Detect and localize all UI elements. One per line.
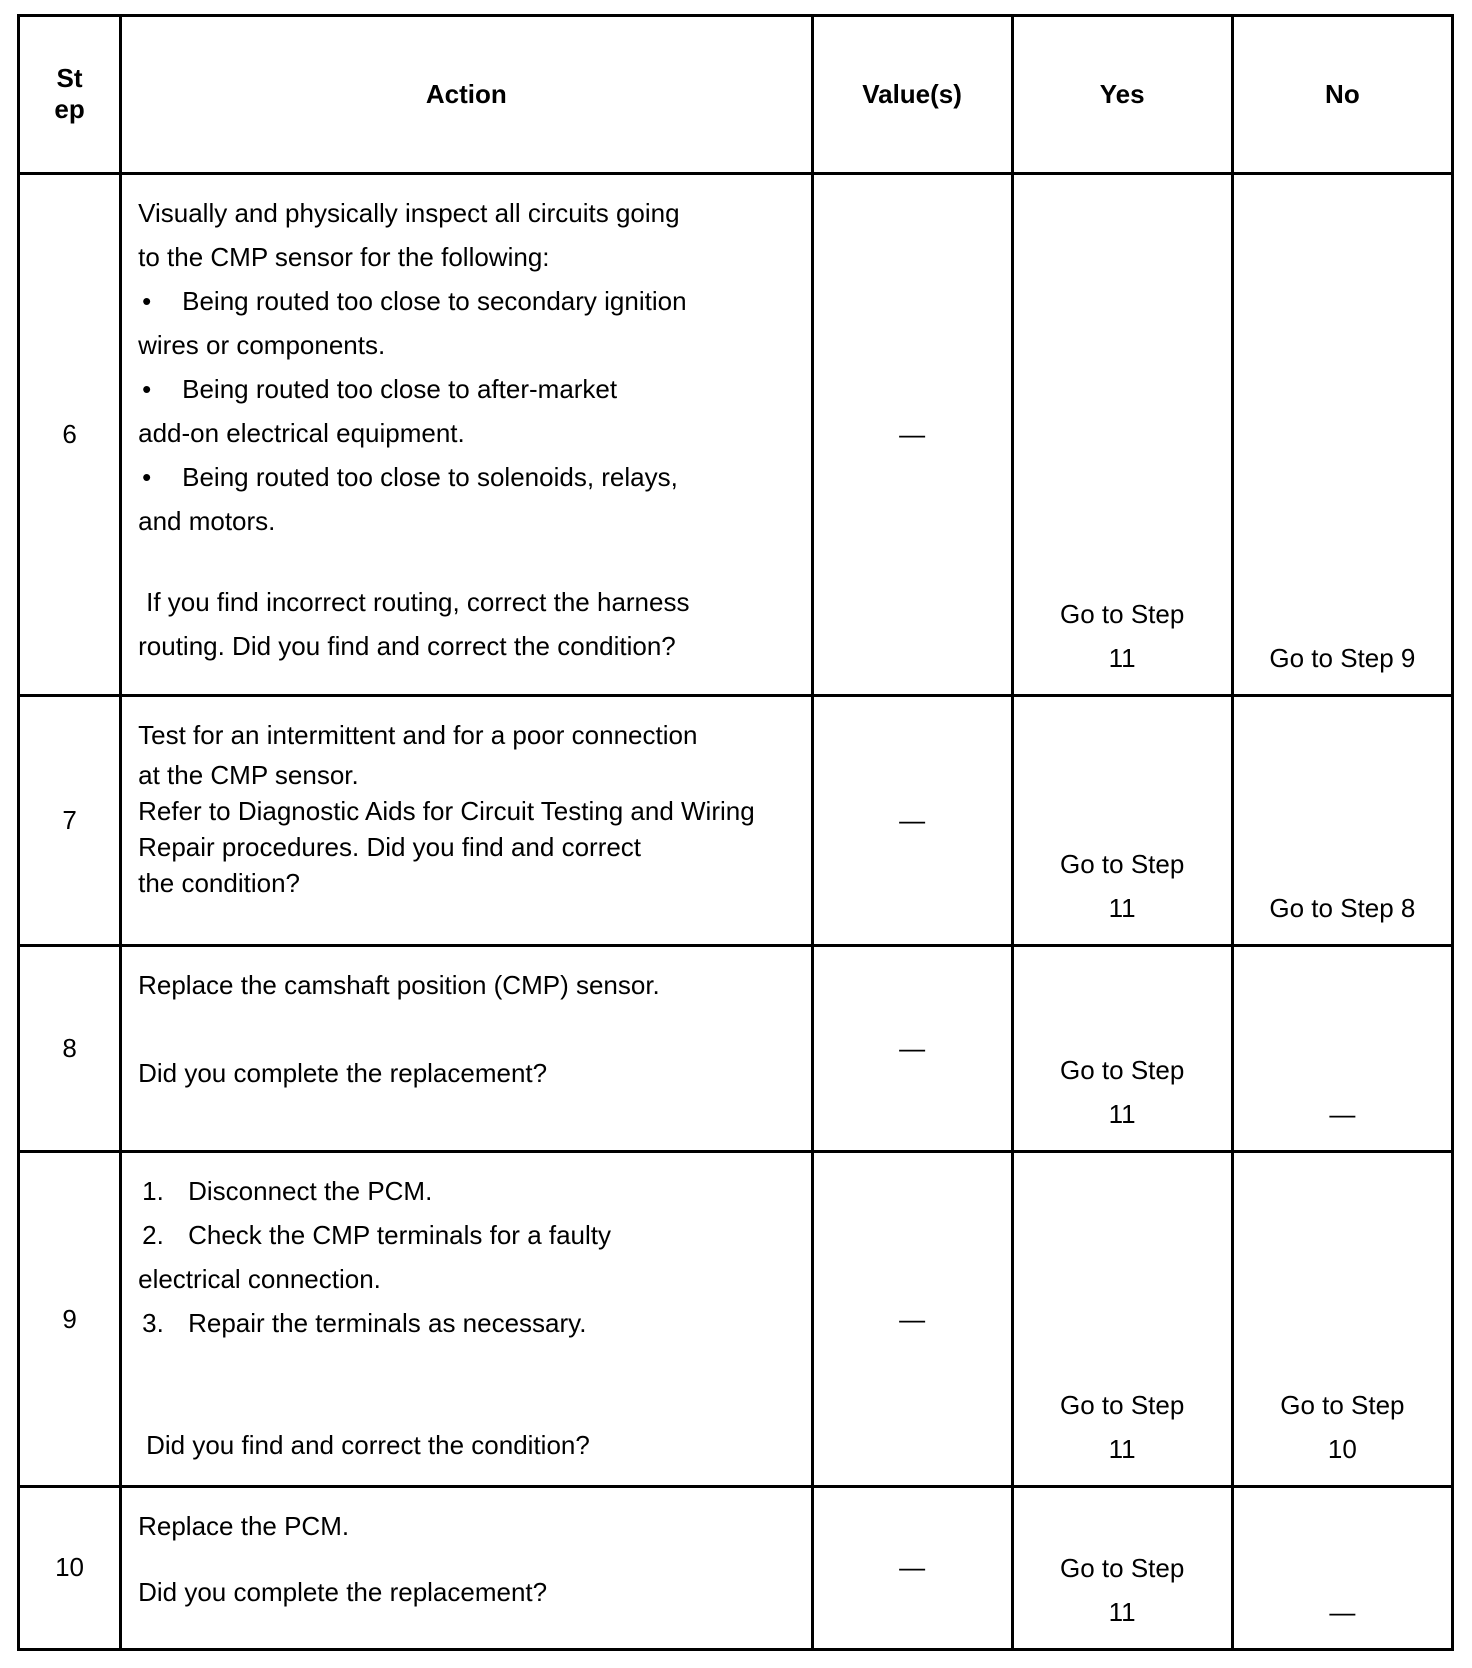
table-row-step-8 <box>19 946 1453 1152</box>
header-values: Value(s) <box>812 16 1012 174</box>
step-number: 9 <box>19 1152 121 1487</box>
yes-goto-step: 11 <box>1108 893 1136 924</box>
table-row-step-7 <box>19 695 1453 945</box>
no-cell: Go to Step 9 <box>1232 173 1452 695</box>
action-line: Replace the PCM. <box>138 1510 350 1541</box>
numbered-item <box>138 1301 796 1345</box>
value-cell: — <box>812 173 1012 695</box>
bullet-text: Being routed too close to solenoids, relays, <box>182 461 678 492</box>
item-text: Repair the terminals as necessary. <box>188 1308 587 1339</box>
bullet-item <box>138 455 796 499</box>
action-cell <box>121 946 812 1152</box>
bullet-icon: • <box>142 461 152 492</box>
no-cell: Go to Step 8 <box>1232 695 1452 945</box>
yes-cell <box>1012 1152 1232 1487</box>
yes-goto-label: Go to Step <box>1060 1553 1185 1583</box>
bullet-icon: • <box>142 373 152 404</box>
yes-goto-step: 11 <box>1108 1099 1136 1130</box>
value-cell: — <box>812 1486 1012 1649</box>
yes-cell <box>1012 946 1232 1152</box>
step-number: 10 <box>19 1486 121 1649</box>
step-number: 7 <box>19 695 121 945</box>
step-number: 6 <box>19 173 121 695</box>
bullet-text: Being routed too close to after-market <box>182 373 618 404</box>
bullet-item <box>138 367 796 411</box>
no-cell: — <box>1232 946 1452 1152</box>
yes-cell <box>1012 173 1232 695</box>
header-no: No <box>1232 16 1452 174</box>
no-cell: — <box>1232 1486 1452 1649</box>
header-row <box>19 16 1453 174</box>
action-line: at the CMP sensor. <box>138 759 359 790</box>
header-step-line-2: ep <box>54 94 85 125</box>
item-number: 2. <box>142 1220 164 1251</box>
header-step-line-1: St <box>56 63 83 94</box>
action-line: Replace the camshaft position (CMP) sensor. <box>138 970 660 1001</box>
step-number: 8 <box>19 946 121 1152</box>
action-line: and motors. <box>138 505 276 536</box>
yes-goto-label: Go to Step <box>1060 598 1185 629</box>
bullet-icon: • <box>142 285 152 316</box>
action-line: Visually and physically inspect all circuits going <box>138 197 680 228</box>
action-line: wires or components. <box>138 329 386 360</box>
action-cell <box>121 173 812 695</box>
table-row-step-6 <box>19 173 1453 695</box>
table-row-step-9 <box>19 1152 1453 1487</box>
value-cell: — <box>812 695 1012 945</box>
action-question: If you find incorrect routing, correct the harness <box>146 586 690 617</box>
action-line: add-on electrical equipment. <box>138 417 465 448</box>
action-line: Refer to Diagnostic Aids for Circuit Testing and Wiring <box>138 795 755 826</box>
yes-goto-label: Go to Step <box>1060 1055 1185 1086</box>
header-yes: Yes <box>1012 16 1232 174</box>
yes-cell <box>1012 695 1232 945</box>
numbered-item <box>138 1213 796 1257</box>
header-step <box>19 16 121 174</box>
action-cell <box>121 1486 812 1649</box>
no-cell <box>1232 1152 1452 1487</box>
item-text: Check the CMP terminals for a faulty <box>188 1220 612 1251</box>
action-line: Repair procedures. Did you find and correct <box>138 831 642 862</box>
value-cell: — <box>812 1152 1012 1487</box>
action-line: electrical connection. <box>138 1264 381 1295</box>
action-question: routing. Did you find and correct the condition? <box>138 630 676 661</box>
action-line: Test for an intermittent and for a poor connection <box>138 719 698 750</box>
no-goto-label: Go to Step <box>1280 1389 1405 1420</box>
numbered-item <box>138 1169 796 1213</box>
no-goto-step: 10 <box>1327 1433 1357 1464</box>
action-cell <box>121 695 812 945</box>
yes-goto-step: 11 <box>1108 1433 1136 1464</box>
action-line: to the CMP sensor for the following: <box>138 241 550 272</box>
bullet-text: Being routed too close to secondary ignition <box>182 285 687 316</box>
table-row-step-10 <box>19 1486 1453 1649</box>
item-text: Disconnect the PCM. <box>188 1176 433 1207</box>
item-number: 3. <box>142 1308 164 1339</box>
diagnostic-table <box>17 14 1454 1651</box>
value-cell: — <box>812 946 1012 1152</box>
action-line: the condition? <box>138 867 301 898</box>
header-action: Action <box>121 16 812 174</box>
bullet-item <box>138 279 796 323</box>
yes-goto-step: 11 <box>1108 642 1136 673</box>
yes-goto-label: Go to Step <box>1060 1389 1185 1420</box>
yes-goto-step: 11 <box>1108 1597 1136 1627</box>
item-number: 1. <box>142 1176 164 1207</box>
action-question: Did you complete the replacement? <box>138 1576 548 1607</box>
yes-cell <box>1012 1486 1232 1649</box>
action-cell <box>121 1152 812 1487</box>
action-question: Did you find and correct the condition? <box>146 1430 590 1461</box>
action-question: Did you complete the replacement? <box>138 1058 548 1089</box>
yes-goto-label: Go to Step <box>1060 849 1185 880</box>
